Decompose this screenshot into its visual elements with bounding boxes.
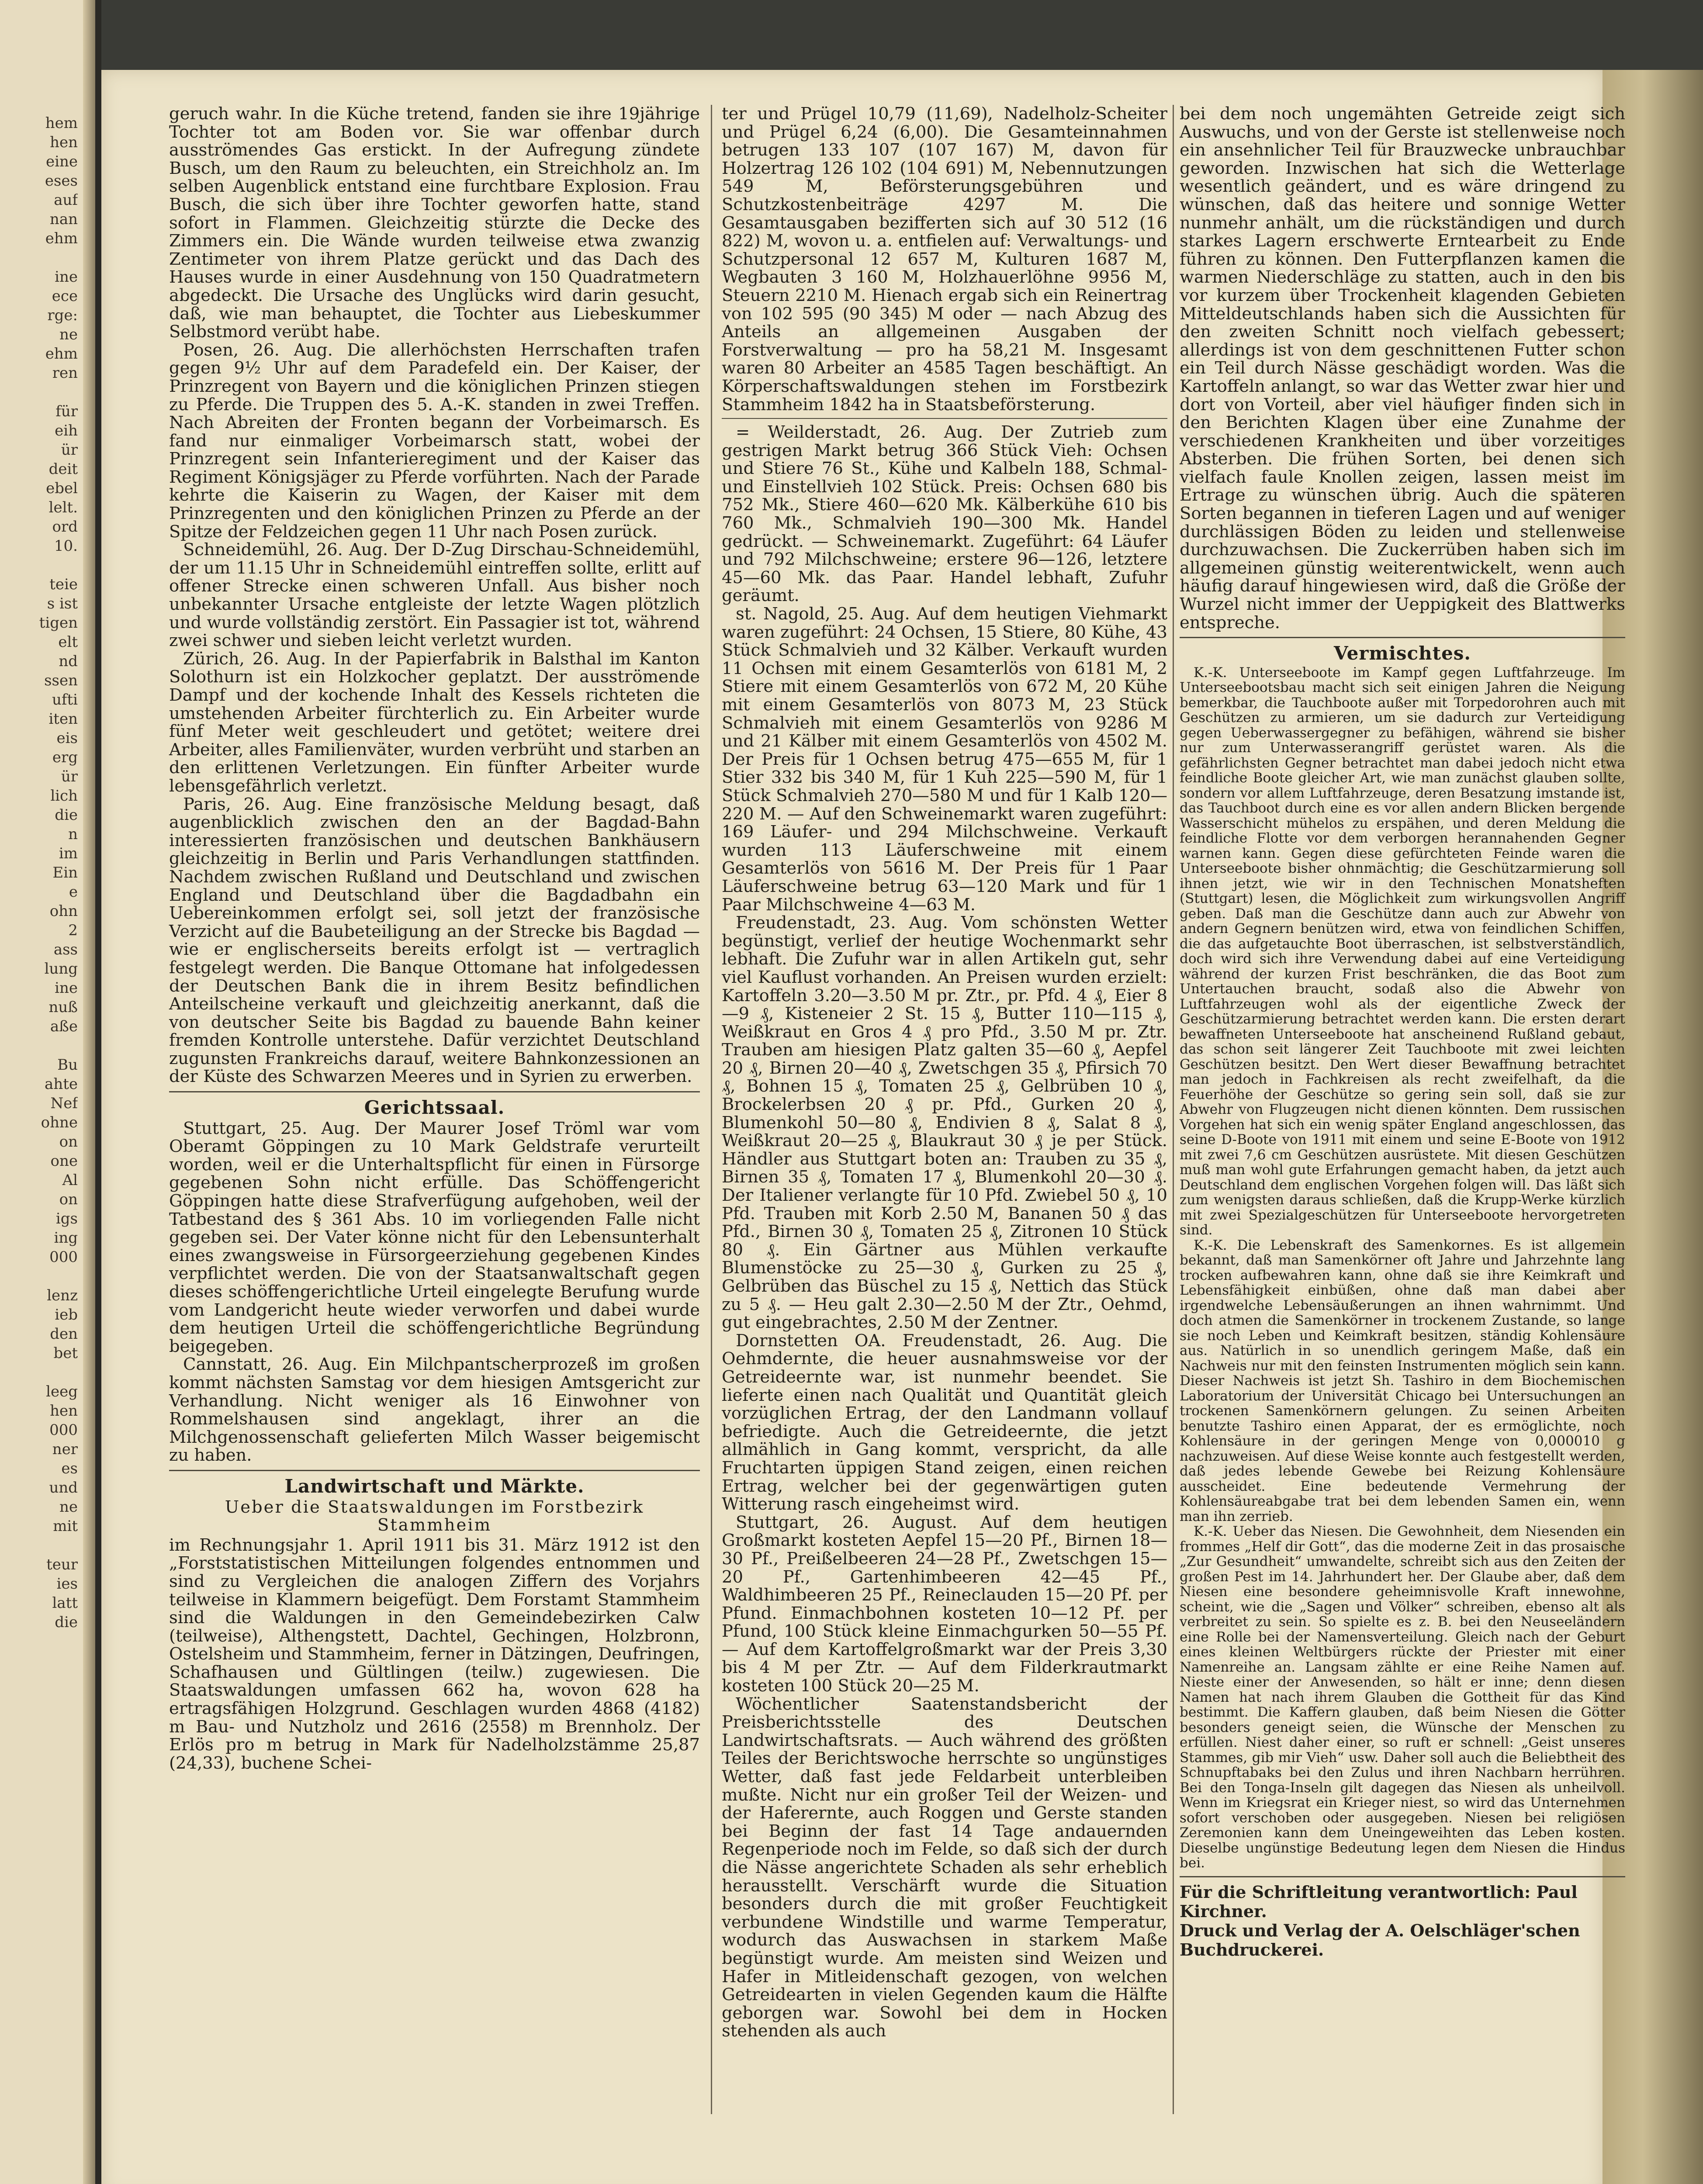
previous-page-fragment: ne [59, 326, 78, 343]
previous-page-fragment [12, 248, 78, 267]
article-posen: Posen, 26. Aug. Die allerhöchsten Herrschaften trafen gegen 9½ Uhr auf dem Paradefeld ein. Der Kaiser, der Prinzregent von Bayern und die königlichen Prinzen stiegen zu Pferde. Die Truppen des 5. A.-K. standen in zwei Treffen. Nach Abreiten der Fronten begann der Vorbeimarsch. Es fand nur einmaliger Vorbeimarsch statt, wobei der Prinzregent sein Infanterieregiment und der Kaiser das Regiment Königsjäger zu Pferde vorführten. Nach der Parade kehrte die Kaiserin zu Wagen, der Kaiser mit dem Prinzregenten und den königlichen Prinzen zu Pferde an der Spitze der Feldzeichen gegen 11 Uhr nach Posen zurück. [169, 340, 700, 542]
previous-page-fragment: lich [50, 787, 78, 805]
column-2 [722, 105, 1167, 2040]
previous-page-fragment: teie [49, 576, 78, 593]
previous-page-fragment: Bu [57, 1056, 78, 1074]
previous-page-fragment: eih [55, 422, 78, 439]
previous-page-fragment: s ist [47, 595, 78, 612]
previous-page-fragment: aße [50, 1018, 78, 1035]
section-heading-gerichtssaal: Gerichtssaal. [364, 1097, 505, 1119]
previous-page-fragment [12, 1536, 78, 1555]
previous-page-fragment: deit [48, 460, 78, 478]
previous-page-fragment: 000 [49, 1248, 78, 1266]
column-1 [169, 105, 700, 1772]
article-stuttgart-market: Stuttgart, 26. August. Auf dem heutigen Großmarkt kosteten Aepfel 15—20 Pf., Birnen 18—30 Pf., Preißelbeeren 24—28 Pf., Zwetschgen 15—20 Pf., Gartenhimbeeren 42—45 Pf., Waldhimbeeren 25 Pf., Reineclauden 15—20 Pf. per Pfund. Einmachbohnen kosteten 10—12 Pf. per Pfund, 100 Stück kleine Einmachgurken 50—55 Pf. — Auf dem Kartoffelgroßmarkt war der Preis 3,30 bis 4 M per Ztr. — Auf dem Filderkrautmarkt kosteten 100 Stück 20—25 M. [722, 1512, 1167, 1696]
article-weilderstadt: = Weilderstadt, 26. Aug. Der Zutrieb zum gestrigen Markt betrug 366 Stück Vieh: Ochsen und Stiere 76 St., Kühe und Kalbeln 188, Schmal- und Einstellvieh 102 Stück. Preis: Ochsen 680 bis 752 Mk., Stiere 460—620 Mk. Kälberkühe 610 bis 760 Mk., Schmalvieh 190—300 Mk. Handel gedrückt. — Schweinemarkt. Zugeführt: 64 Läufer und 792 Milchschweine; erstere 96—126, letztere 45—60 Mk. das Paar. Handel lebhaft, Zufuhr geräumt. [722, 422, 1167, 606]
previous-page-fragment: rge: [47, 307, 78, 324]
imprint-editor: Für die Schriftleitung verantwortlich: Paul Kirchner. [1180, 1882, 1578, 1921]
section-heading-landwirtschaft: Landwirtschaft und Märkte. [284, 1475, 585, 1497]
previous-page-fragment: Nef [50, 1095, 78, 1112]
article-saatenstand: Wöchentlicher Saatenstandsbericht der Preisberichtsstelle des Deutschen Landwirtschaftsrats. — Auch während des größten Teiles der Berichtswoche herrschte so ungünstiges Wetter, daß fast jede Feldarbeit unterbleiben mußte. Nicht nur ein großer Teil der Weizen- und der Haferernte, auch Roggen und Gerste standen bei Beginn der fast 14 Tage andauernden Regenperiode noch im Felde, so daß sich der durch die Nässe angerichtete Schaden als sehr erheblich herausstellt. Verschärft wurde die Situation besonders durch die mit großer Feuchtigkeit verbundene Windstille und warme Temperatur, wodurch das Auswachsen in starkem Maße begünstigt wurde. Am meisten sind Weizen und Hafer in Mitleidenschaft gezogen, von welchen Getreidearten in vielen Gegenden kaum die Hälfte geborgen war. Sowohl bei dem in Hocken stehenden als auch [722, 1694, 1167, 2041]
previous-page-fragment: 2 [68, 922, 78, 939]
previous-page-fragment: die [55, 806, 78, 824]
previous-page-fragment: on [59, 1133, 78, 1151]
previous-page-fragment: und [49, 1479, 78, 1496]
previous-page-fragment: nd [59, 653, 78, 670]
previous-page-edge [83, 0, 95, 2184]
section-divider [169, 1091, 700, 1092]
previous-page-fragment: teur [46, 1556, 78, 1573]
previous-page-text [12, 114, 78, 1632]
footer-divider [1180, 1876, 1625, 1877]
previous-page-fragment [12, 1036, 78, 1055]
article-niesen: K.-K. Ueber das Niesen. Die Gewohnheit, dem Niesenden ein frommes „Helf dir Gott“, das die moderne Zeit in das prosaische „Zur Gesundheit“ umwandelte, schreibt sich aus den Zeiten der großen Pest im 14. Jahrhundert her. Der Glaube aber, daß dem Niesen eine besondere geheimnisvolle Kraft innewohne, scheint, wie die „Sagen und Völker“ schreiben, ebenso alt als verbreitet zu sein. So spielte es z. B. bei den Neuseeländern eine Rolle bei der Namensverteilung. Gleich nach der Geburt eines kleinen Weltbürgers rückte der Priester mit einer Namenreihe an. Langsam zählte er eine Reihe Namen auf. Nieste einer der Anwesenden, so hält er inne; denn diesen Namen hat nach ihrem Glauben die Gottheit für das Kind bestimmt. Die Kaffern glauben, daß beim Niesen die Götter besonders geneigt seien, die Wünsche der Menschen zu erfüllen. Niest daher einer, so ruft er schnell: „Geist unseres Stammes, gib mir Vieh“ usw. Daher soll auch die Beliebtheit des Schnupftabaks bei den Zulus und ihren Nachbarn herrühren. Bei den Tonga-Inseln gilt dagegen das Niesen als unheilvoll. Wenn im Kriegsrat ein Krieger niest, so wird das Unternehmen sofort verschoben oder ausgegeben. Niesen bei religiösen Zeremonien kann dem Uneingeweihten das Leben kosten. Dieselbe ungünstige Bedeutung legen dem Niesen die Hindus bei. [1180, 1524, 1625, 1871]
section-heading-vermischtes: Vermischtes. [1333, 643, 1471, 664]
previous-page-fragment [12, 1267, 78, 1286]
article-nagold: st. Nagold, 25. Aug. Auf dem heutigen Viehmarkt waren zugeführt: 24 Ochsen, 15 Stiere, 80 Kühe, 43 Stück Schmalvieh und 32 Kälber. Verkauft wurden 11 Ochsen mit einem Gesamterlös von 6181 M, 2 Stiere mit einem Gesamterlös von 672 M, 20 Kühe mit einem Gesamterlös von 8073 M, 23 Stück Schmalvieh mit einem Gesamterlös von 9286 M und 21 Kälber mit einem Gesamterlös von 4502 M. Der Preis für 1 Ochsen betrug 475—655 M, für 1 Stier 332 bis 340 M, für 1 Kuh 225—590 M, für 1 Stück Schmalvieh 270—580 M und für 1 Kalb 120—220 M. — Auf den Schweinemarkt waren zugeführt: 169 Läufer- und 294 Milchschweine. Verkauft wurden 113 Läuferschweine mit einem Gesamterlös von 5616 M. Der Preis für 1 Paar Läuferschweine betrug 63—120 Mark und für 1 Paar Milchschweine 4—63 M. [722, 604, 1167, 915]
article-text: geruch wahr. In die Küche tretend, fanden sie ihre 19jährige Tochter tot am Boden vor. Sie war offenbar durch ausströmendes Gas erstickt. In der Aufregung zündete Busch, um den Raum zu beleuchten, ein Streichholz an. Im selben Augenblick entstand eine furchtbare Explosion. Frau Busch, die sich über ihre Tochter geworfen hatte, stand sofort in Flammen. Gleichzeitig stürzte die Decke des Zimmers ein. Die Wände wurden teilweise etwa zwanzig Zentimeter von ihrem Platze gerückt und das Dach des Hauses wurde in einer Ausdehnung von 150 Quadratmetern abgedeckt. Die Ursache des Unglücks wird darin gesucht, daß, wie man behauptet, die Tochter aus Liebeskummer Selbstmord verübt habe. [169, 104, 700, 342]
previous-page-fragment: tigen [39, 614, 78, 632]
previous-page-fragment: eine [45, 153, 78, 170]
previous-page-fragment: latt [52, 1594, 78, 1612]
previous-page-fragment: eses [45, 172, 78, 190]
previous-page-fragment: nan [49, 211, 78, 228]
article-schneidemuehl: Schneidemühl, 26. Aug. Der D-Zug Dirschau-Schneidemühl, der um 11.15 Uhr in Schneidemühl eintreffen sollte, erlitt auf offener Strecke einen schweren Unfall. Aus bisher noch unbekannter Ursache entgleiste der letzte Wagen plötzlich und wurde vollständig zerstört. Ein Passagier ist tot, während zwei schwer und sieben leicht verletzt wurden. [169, 540, 700, 651]
article-paris: Paris, 26. Aug. Eine französische Meldung besagt, daß augenblicklich zwischen den an der Bagdad-Bahn interessierten französischen und deutschen Bankhäusern gleichzeitig in Berlin und Paris Verhandlungen stattfinden. Nachdem zwischen Rußland und Deutschland und zwischen England und Deutschland über die Bagdadbahn ein Uebereinkommen erfolgt sei, soll jetzt der französische Verzicht auf die Baubeteiligung an der Strecke bis Bagdad — wie er englischerseits bereits erfolgt ist — vertraglich festgelegt werden. Die Banque Ottomane hat infolgedessen der Deutschen Bank die in ihrem Besitz befindlichen Anteilscheine verkauft und gleichzeitig anerkannt, daß die von deutscher Seite bis Bagdad zu bauende Bahn keiner fremden Kontrolle unterstehe. Dafür verzichtet Deutschland zugunsten Frankreichs darauf, weitere Bahnkonzessionen an der Küste des Schwarzen Meeres und in Syrien zu erwerben. [169, 794, 700, 1087]
previous-page-fragment: ufti [52, 691, 78, 708]
previous-page-fragment: ebel [46, 480, 78, 497]
previous-page-fragment: bet [53, 1344, 78, 1362]
previous-page-fragment: one [50, 1152, 78, 1170]
previous-page-fragment: n [68, 826, 78, 843]
previous-page-fragment: die [55, 1614, 78, 1631]
previous-page-fragment: für [55, 403, 78, 420]
previous-page-fragment: ing [54, 1229, 78, 1247]
previous-page-fragment: 000 [49, 1421, 78, 1439]
article-forst-continued: ter und Prügel 10,79 (11,69), Nadelholz-Scheiter und Prügel 6,24 (6,00). Die Gesamteinnahmen betrugen 133 107 (107 167) M, davon für Holzertrag 126 102 (104 691) M, Nebennutzungen 549 M, Beförsterungsgebühren und Schutzkostenbeiträge 4297 M. Die Gesamtausgaben bezifferten sich auf 30 512 (16 822) M, wovon u. a. entfielen auf: Verwaltungs- und Schutzpersonal 12 657 M, Kulturen 1687 M, Wegbauten 3 160 M, Holzhauerlöhne 9956 M, Steuern 2210 M. Hienach ergab sich ein Reinertrag von 102 595 (90 345) M oder — nach Abzug des Anteils an allgemeinen Ausgaben der Forstverwaltung — pro ha 58,21 M. Insgesamt waren 80 Arbeiter an 4585 Tagen beschäftigt. An Körperschaftswaldungen stehen im Forstbezirk Stammheim 1842 ha in Staatsbeförsterung. [722, 104, 1167, 415]
article-stuttgart: Stuttgart, 25. Aug. Der Maurer Josef Tröml war vom Oberamt Göppingen zu 10 Mark Geldstrafe verurteilt worden, weil er die Unterhaltspflicht für einen in Fürsorge gegebenen Sohn nicht erfülle. Das Schöffengericht Göppingen hatte diese Strafverfügung aufgehoben, weil der Tatbestand des § 361 Abs. 10 im vorliegenden Falle nicht gegeben sei. Der Vater könne nicht für den Lebensunterhalt eines zwangsweise in Fürsorgeerziehung gegebenen Kindes verpflichtet werden. Die von der Staatsanwaltschaft gegen dieses schöffengerichtliche Urteil eingelegte Berufung wurde vom Landgericht heute wieder verworfen und dabei wurde dem heutigen Urteil die schöffengerichtliche Begründung beigegeben. [169, 1118, 700, 1356]
previous-page-fragment: erg [52, 749, 78, 766]
previous-page-fragment [12, 1363, 78, 1382]
previous-page-fragment: ssen [44, 672, 78, 689]
article-lebenskraft: K.-K. Die Lebenskraft des Samenkornes. Es ist allgemein bekannt, daß man Samenkörner oft Jahre und Jahrzehnte lang trocken aufbewahren kann, ohne daß sie ihre Keimkraft und Lebensfähigkeit einbüßen, ohne daß man dabei aber irgendwelche Lebensäußerungen an ihnen wahrnimmt. Und doch atmen die Samenkörner in trockenem Zustande, so lange sie noch Leben und Keimkraft besitzen, ständig Kohlensäure aus. Natürlich in so unendlich geringem Maße, daß ein Nachweis nur mit den feinsten Instrumenten möglich sein kann. Dieser Nachweis ist jetzt Sh. Tashiro in dem Biochemischen Laboratorium der Universität Chicago bei Untersuchungen an trockenen Samenkörnern gelungen. Zu seinen Arbeiten benutzte Tashiro einen Apparat, der es ermöglichte, noch Kohlensäure in der geringen Menge von 0,000010 g nachzuweisen. Auf diese Weise konnte auch festgestellt werden, daß jedes lebende Gewebe bei Reizung Kohlensäure ausscheidet. Eine bedeutende Vermehrung der Kohlensäureabgabe trat bei dem lebenden Samen ein, wenn man ihn zerrieb. [1180, 1237, 1625, 1524]
article-cannstatt: Cannstatt, 26. Aug. Ein Milchpantscherprozeß im großen kommt nächsten Samstag vor dem hiesigen Amtsgericht zur Verhandlung. Nicht weniger als 16 Einwohner von Rommelshausen sind angeklagt, ihrer an die Milchgenossenschaft gelieferten Milch Wasser beigemischt zu haben. [169, 1355, 700, 1465]
previous-page-fragment: ür [61, 441, 78, 459]
previous-page-fragment: ine [55, 979, 78, 997]
previous-page-fragment: ine [55, 268, 78, 286]
previous-page-fragment: ohne [41, 1114, 78, 1131]
section-divider [169, 1470, 700, 1471]
previous-page-fragment: on [59, 1191, 78, 1208]
article-zuerich: Zürich, 26. Aug. In der Papierfabrik in Balsthal im Kanton Solothurn ist ein Holzkocher geplatzt. Der ausströmende Dampf und der kochende Inhalt des Kessels richteten die umstehenden Arbeiter fürchterlich zu. Ein Arbeiter wurde fünf Meter weit geschleudert und getötet; weitere drei Arbeiter, alles Familienväter, wurden verbrüht und starben an den erlittenen Verletzungen. Ein fünfter Arbeiter wurde lebensgefährlich verletzt. [169, 649, 700, 796]
previous-page-fragment: mit [53, 1517, 78, 1535]
newspaper-page [101, 70, 1625, 2184]
previous-page-fragment: e [69, 883, 78, 901]
previous-page-fragment: 10. [54, 537, 78, 555]
previous-page-fragment [12, 556, 78, 575]
previous-page-fragment: igs [55, 1210, 78, 1227]
previous-page-fragment: hen [50, 1402, 78, 1420]
article-freudenstadt: Freudenstadt, 23. Aug. Vom schönsten Wetter begünstigt, verlief der heutige Wochenmarkt sehr lebhaft. Die Zufuhr war in allen Artikeln gut, sehr viel Kauflust vorhanden. An Preisen wurden erzielt: Kartoffeln 3.20—3.50 M pr. Ztr., pr. Pfd. 4 ₰, Eier 8—9 ₰, Kisteneier 2 St. 15 ₰, Butter 110—115 ₰, Weißkraut en Gros 4 ₰ pro Pfd., 3.50 M pr. Ztr. Trauben am hiesigen Platz galten 35—60 ₰, Aepfel 20 ₰, Birnen 20—40 ₰, Zwetschgen 35 ₰, Pfirsich 70 ₰, Bohnen 15 ₰, Tomaten 25 ₰, Gelbrüben 10 ₰, Brockelerbsen 20 ₰ pr. Pfd., Gurken 20 ₰, Blumenkohl 50—80 ₰, Endivien 8 ₰, Salat 8 ₰, Weißkraut 20—25 ₰, Blaukraut 30 ₰ je per Stück. Händler aus Stuttgart boten an: Trauben zu 35 ₰, Birnen 35 ₰, Tomaten 17 ₰, Blumenkohl 20—30 ₰. Der Italiener verlangte für 10 Pfd. Zwiebel 50 ₰, 10 Pfd. Trauben mit Korb 2.50 M, Bananen 50 ₰ das Pfd., Birnen 30 ₰, Tomaten 25 ₰, Zitronen 10 Stück 80 ₰. Ein Gärtner aus Mühlen verkaufte Blumenstöcke zu 25—30 ₰, Gurken zu 25 ₰, Gelbrüben das Büschel zu 15 ₰, Nettich das Stück zu 5 ₰. — Heu galt 2.30—2.50 M der Ztr., Oehmd, gut eingebrachtes, 2.50 M der Zentner. [722, 913, 1167, 1333]
previous-page-fragment: ne [59, 1498, 78, 1516]
article-dornstetten: Dornstetten OA. Freudenstadt, 26. Aug. Die Oehmdernte, die heuer ausnahmsweise vor der Getreideernte war, ist nunmehr beendet. Sie lieferte einen nach Qualität und Quantität gleich vorzüglichen Ertrag, der den Landmann vollauf befriedigte. Auch die Getreideernte, die jetzt allmählich in Gang kommt, verspricht, da alle Fruchtarten üppigen Stand zeigen, einen reichen Ertrag, welcher bei der gegenwärtigen guten Witterung rasch eingeheimst wird. [722, 1330, 1167, 1514]
previous-page [0, 0, 95, 2184]
previous-page-fragment: ahte [45, 1075, 78, 1093]
column-rule [1173, 105, 1174, 2114]
previous-page-fragment: ehm [45, 345, 78, 363]
previous-page-fragment: ehm [45, 230, 78, 247]
previous-page-fragment: ohn [49, 902, 78, 920]
article-divider [722, 418, 1167, 419]
previous-page-fragment: leeg [46, 1383, 78, 1400]
article-subheading: Ueber die Staatswaldungen im Forstbezirk Stammheim [225, 1497, 644, 1535]
previous-page-fragment: hen [50, 134, 78, 151]
previous-page-fragment: im [59, 845, 78, 862]
previous-page-fragment: ass [53, 941, 78, 958]
column-rule [711, 105, 712, 2114]
previous-page-fragment: eis [56, 729, 78, 747]
previous-page-fragment: lelt. [48, 499, 78, 516]
imprint-publisher: Druck und Verlag der A. Oelschläger'schen Buchdruckerei. [1180, 1920, 1580, 1959]
previous-page-fragment: es [61, 1460, 78, 1477]
previous-page-fragment: lung [44, 960, 78, 978]
article-unterseeboote: K.-K. Unterseeboote im Kampf gegen Luftfahrzeuge. Im Unterseebootsbau macht sich seit einigen Jahren die Neigung bemerkbar, die Tauchboote außer mit Torpedorohren auch mit Geschützen zu armieren, um sie dadurch zur Verteidigung gegen Ueberwassergegner zu befähigen, während sie bisher nur zum Unterwasserangriff gerüstet waren. Als die gefährlichsten Gegner betrachtet man dabei jedoch nicht etwa feindliche Boote gleicher Art, wie man zunächst glauben sollte, sondern vor allem Luftfahrzeuge, deren Besatzung imstande ist, das Tauchboot durch eine es vor allen andern Blicken bergende Wasserschicht mühelos zu erspähen, und deren Meldung die feindliche Flotte vor dem verborgen herannahenden Gegner warnen kann. Gegen diese gefürchteten Feinde waren die Unterseeboote bisher ohnmächtig; die Geschützarmierung soll ihnen jetzt, wie wir in den Technischen Monatsheften (Stuttgart) lesen, die Möglichkeit zum wirkungsvollen Angriff geben. Daß man die Geschütze dann auch zur Abwehr von andern Gegnern benützen wird, etwa von feindlichen Schiffen, die das aufgetauchte Boot überraschen, ist selbstverständlich, doch wird sich ihre Verwendung dabei auf eine Verteidigung während der kurzen Frist beschränken, die das Boot zum Untertauchen braucht, sodaß also die Abwehr von Luftfahrzeugen wohl als der eigentliche Zweck der Geschützarmierung betrachtet werden kann. Die ersten derart bewaffneten Unterseeboote hat anscheinend Rußland gebaut, das schon seit längerer Zeit Tauchboote mit zwei leichten Geschützen besitzt. Den Wert dieser Bewaffnung betrachtet man jedoch in Fachkreisen als recht zweifelhaft, da die Feuerhöhe der Geschütze so gering sein soll, daß sie zur Abwehr von Flugzeugen nicht dienen könnten. Dem russischen Vorgehen hat sich ein wenig später England angeschlossen, das seine D-Boote von 1911 mit einem und seine E-Boote von 1912 mit zwei 7,6 cm Geschützen ausrüstete. Mit diesen Geschützen muß man wohl gute Erfahrungen gemacht haben, da jetzt auch Deutschland dem englischen Vorgehen folgen will. Das läßt sich zum wenigsten daraus schließen, daß die Krupp-Werke kürzlich mit zwei Spezialgeschützen für Unterseeboote hervorgetreten sind. [1180, 664, 1625, 1238]
previous-page-fragment: ece [52, 287, 78, 305]
previous-page-fragment: nuß [48, 999, 78, 1016]
previous-page-fragment: elt [58, 633, 78, 651]
page-gutter [95, 0, 101, 2184]
previous-page-fragment: ren [52, 364, 78, 382]
previous-page-fragment: den [50, 1325, 78, 1343]
previous-page-fragment: iten [48, 710, 78, 728]
previous-page-fragment: ies [56, 1575, 78, 1593]
previous-page-fragment: ür [61, 768, 78, 785]
previous-page-fragment: ieb [55, 1306, 78, 1324]
article-saatenstand-continued: bei dem noch ungemähten Getreide zeigt sich Auswuchs, und von der Gerste ist stellenweise noch ein ansehnlicher Teil für Brauzwecke unbrauchbar geworden. Inzwischen hat sich die Wetterlage wesentlich geändert, und es wäre dringend zu wünschen, daß das heitere und sonnige Wetter nunmehr anhält, um die rückständigen und durch starkes Lagern erschwerte Erntearbeit zu Ende führen zu können. Den Futterpflanzen kamen die warmen Niederschläge zu statten, auch in den bis vor kurzem über Trockenheit klagenden Gebieten Mitteldeutschlands haben sich die Aussichten für den zweiten Schnitt noch vielfach gebessert; allerdings ist von dem geschnittenen Futter schon ein Teil durch Nässe geschädigt worden. Was die Kartoffeln anlangt, so war das Wetter zwar hier und dort von Vorteil, aber viel häufiger finden sich in den Berichten Klagen über eine Zunahme der verschiedenen Krankheiten und über vorzeitiges Absterben. Die frühen Sorten, bei denen sich vielfach faule Knollen zeigen, lassen meist im Ertrage zu wünschen übrig. Auch die späteren Sorten begannen in tieferen Lagen und auf weniger durchlässigen Böden zu leiden und stellenweise durchzuwachsen. Die Zuckerrüben haben sich im allgemeinen günstig weiterentwickelt, wenn auch häufig darauf hingewiesen wird, daß die Größe der Wurzel nicht immer der Ueppigkeit des Blattwerks entspreche. [1180, 104, 1625, 632]
previous-page-fragment: Ein [52, 864, 78, 881]
previous-page-fragment: ner [52, 1441, 78, 1458]
previous-page-fragment: Al [62, 1171, 78, 1189]
article-staatswald: im Rechnungsjahr 1. April 1911 bis 31. März 1912 ist den „Forststatistischen Mitteilungen folgendes entnommen und sind zu Vergleichen die analogen Ziffern des Vorjahrs teilweise in Klammern beigefügt. Dem Forstamt Stammheim sind die Waldungen in den Gemeindebezirken Calw (teilweise), Althengstett, Dachtel, Gechingen, Holzbronn, Ostelsheim und Stammheim, ferner in Dätzingen, Deufringen, Schafhausen und Gültlingen (teilw.) zugewiesen. Die Staatswaldungen umfassen 662 ha, wovon 628 ha ertragsfähigen Holzgrund. Geschlagen wurden 4868 (4182) m Bau- und Nutzholz und 2616 (2558) m Brennholz. Der Erlös pro m betrug in Mark für Nadelholzstämme 25,87 (24,33), buchene Schei- [169, 1535, 700, 1773]
column-3 [1180, 105, 1625, 1959]
previous-page-fragment: hem [45, 114, 78, 132]
section-divider [1180, 637, 1625, 638]
previous-page-fragment: lenz [47, 1287, 78, 1304]
previous-page-fragment: auf [54, 191, 78, 209]
previous-page-fragment: ord [52, 518, 78, 536]
previous-page-fragment [12, 383, 78, 402]
